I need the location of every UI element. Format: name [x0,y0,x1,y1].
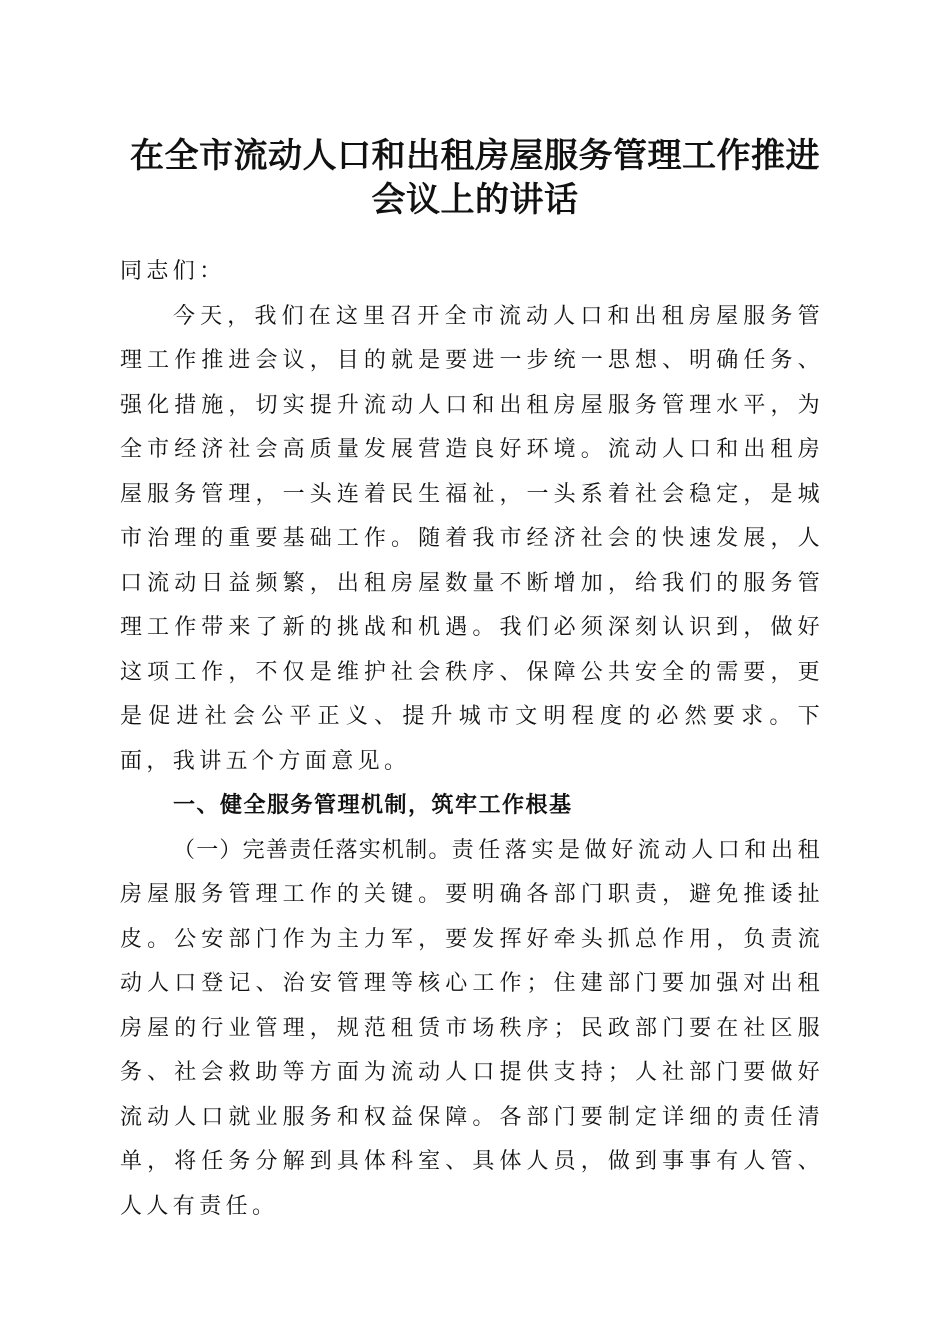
document-title [100,134,850,222]
subsection-label: （一）完善责任落实机制。 [173,837,452,863]
intro-paragraph: 今天，我们在这里召开全市流动人口和出租房屋服务管理工作推进会议，目的就是要进一步统一思想、明确任务、强化措施，切实提升流动人口和出租房屋服务管理水平，为全市经济社会高质量发展营造良好环境。流动人口和出租房屋服务管理，一头连着民生福祉，一头系着社会稳定，是城市治理的重要基础工作。随着我市经济社会的快速发展，人口流动日益频繁，出租房屋数量不断增加，给我们的服务管理工作带来了新的挑战和机遇。我们必须深刻认识到，做好这项工作，不仅是维护社会秩序、保障公共安全的需要，更是促进社会公平正义、提升城市文明程度的必然要求。下面，我讲五个方面意见。 [120,303,824,774]
title-line-2: 会议上的讲话 [371,180,579,220]
subsection-paragraph-1 [120,829,824,1230]
document-body [120,250,824,1229]
subsection-text: 责任落实是做好流动人口和出租房屋服务管理工作的关键。要明确各部门职责，避免推诿扯皮。公安部门作为主力军，要发挥好牵头抓总作用，负责流动人口登记、治安管理等核心工作；住建部门要加强对出租房屋的行业管理，规范租赁市场秩序；民政部门要在社区服务、社会救助等方面为流动人口提供支持；人社部门要做好流动人口就业服务和权益保障。各部门要制定详细的责任清单，将任务分解到具体科室、具体人员，做到事事有人管、人人有责任。 [120,837,824,1219]
section-heading-1: 一、健全服务管理机制，筑牢工作根基 [173,793,573,818]
title-line-1: 在全市流动人口和出租房屋服务管理工作推进 [130,136,820,176]
salutation: 同志们： [120,259,226,284]
